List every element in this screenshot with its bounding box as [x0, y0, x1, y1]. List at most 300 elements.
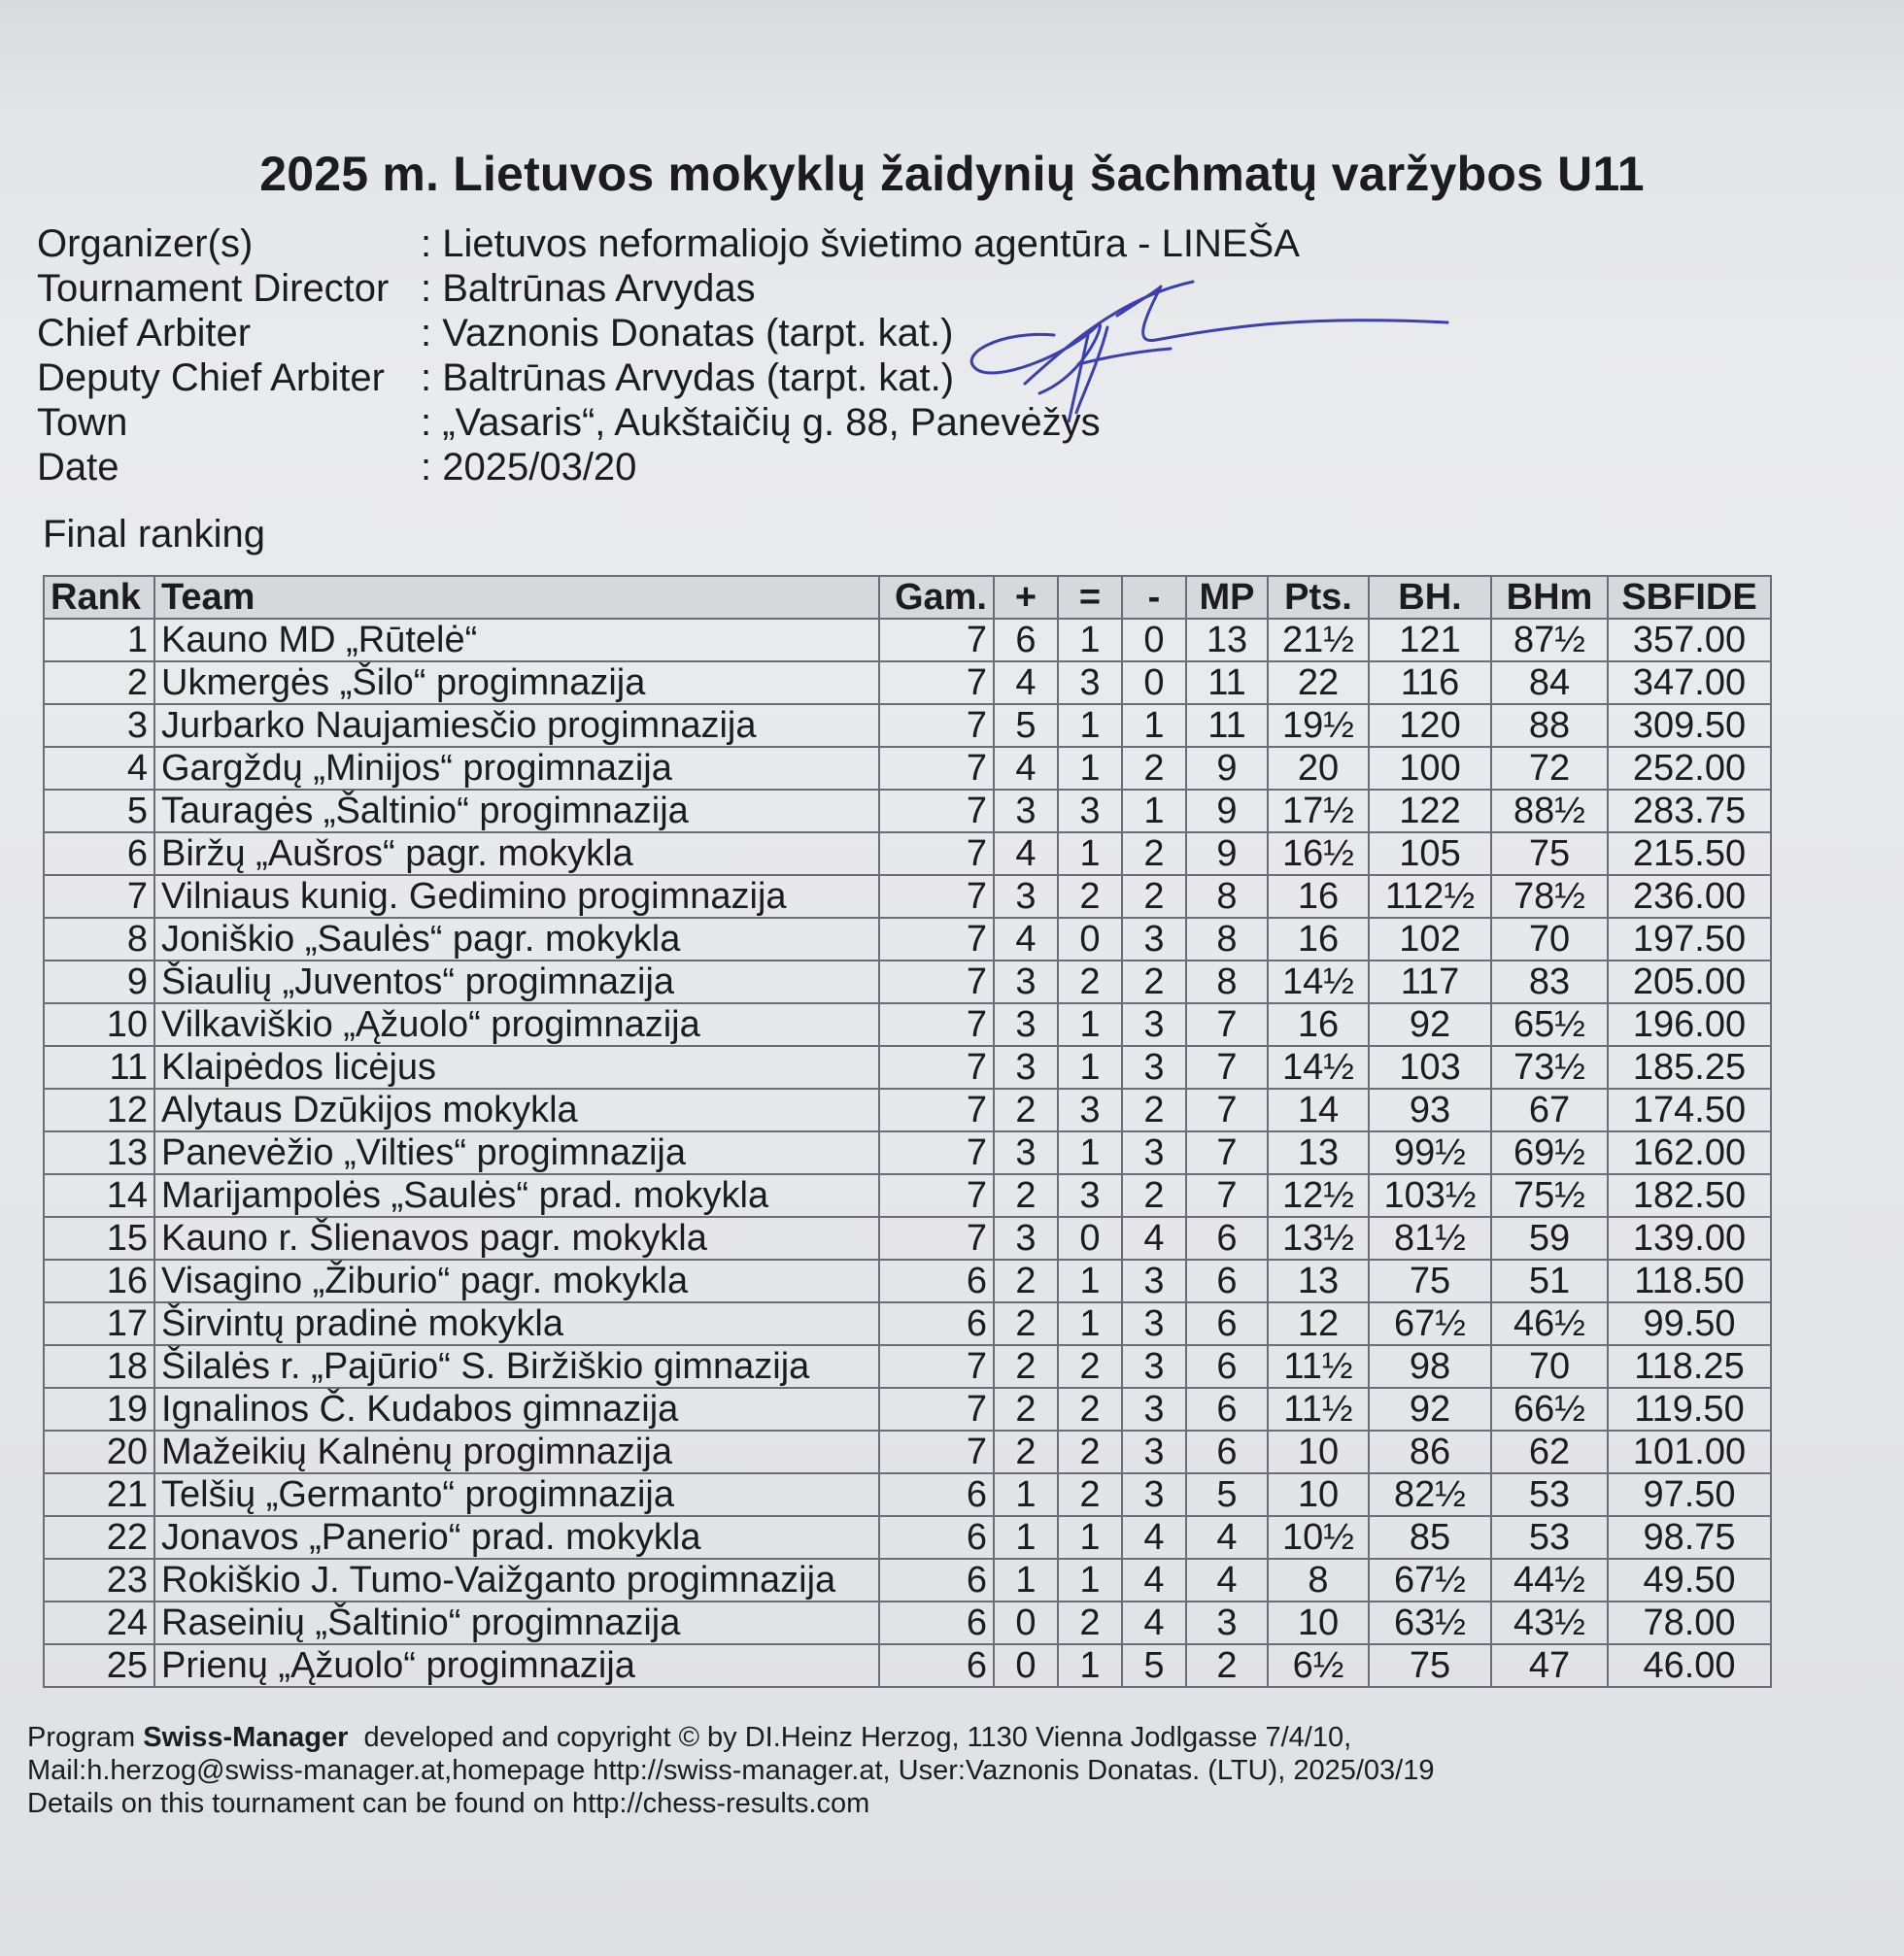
cell-losses: 2	[1122, 747, 1186, 790]
cell-team: Širvintų pradinė mokykla	[154, 1302, 879, 1345]
cell-match-points: 6	[1186, 1345, 1268, 1388]
cell-team: Alytaus Dzūkijos mokykla	[154, 1089, 879, 1131]
cell-buchholz-median: 65½	[1491, 1003, 1608, 1046]
cell-match-points: 9	[1186, 747, 1268, 790]
tournament-title: 2025 m. Lietuvos mokyklų žaidynių šachmatų varžybos U11	[259, 147, 1645, 201]
cell-team: Ukmergės „Šilo“ progimnazija	[154, 661, 879, 704]
cell-wins: 3	[994, 1003, 1058, 1046]
footer-credits	[27, 1721, 1434, 1820]
cell-match-points: 8	[1186, 875, 1268, 918]
cell-points: 14½	[1268, 961, 1369, 1003]
cell-losses: 1	[1122, 704, 1186, 747]
cell-draws: 1	[1058, 1516, 1122, 1559]
cell-team: Prienų „Ąžuolo“ progimnazija	[154, 1644, 879, 1687]
cell-buchholz: 92	[1369, 1003, 1491, 1046]
cell-team: Gargždų „Minijos“ progimnazija	[154, 747, 879, 790]
cell-points: 8	[1268, 1559, 1369, 1602]
table-row	[44, 1602, 1771, 1644]
footer-line-1	[27, 1721, 1434, 1754]
cell-points: 10½	[1268, 1516, 1369, 1559]
cell-points: 20	[1268, 747, 1369, 790]
cell-points: 6½	[1268, 1644, 1369, 1687]
cell-games: 7	[879, 832, 994, 875]
cell-wins: 1	[994, 1473, 1058, 1516]
cell-team: Kauno MD „Rūtelė“	[154, 619, 879, 661]
cell-draws: 2	[1058, 1473, 1122, 1516]
table-row	[44, 1003, 1771, 1046]
cell-match-points: 3	[1186, 1602, 1268, 1644]
cell-buchholz: 122	[1369, 790, 1491, 832]
cell-wins: 6	[994, 619, 1058, 661]
cell-buchholz: 75	[1369, 1260, 1491, 1302]
cell-sbfide: 46.00	[1608, 1644, 1771, 1687]
cell-sbfide: 162.00	[1608, 1131, 1771, 1174]
cell-buchholz: 81½	[1369, 1217, 1491, 1260]
cell-buchholz-median: 70	[1491, 1345, 1608, 1388]
table-row	[44, 1644, 1771, 1687]
cell-sbfide: 49.50	[1608, 1559, 1771, 1602]
cell-match-points: 4	[1186, 1516, 1268, 1559]
cell-points: 16½	[1268, 832, 1369, 875]
cell-buchholz: 117	[1369, 961, 1491, 1003]
cell-draws: 1	[1058, 832, 1122, 875]
table-row	[44, 1131, 1771, 1174]
header-match-points: MP	[1186, 576, 1268, 619]
cell-sbfide: 78.00	[1608, 1602, 1771, 1644]
cell-games: 7	[879, 790, 994, 832]
info-key: Organizer(s)	[37, 222, 254, 265]
cell-buchholz-median: 88½	[1491, 790, 1608, 832]
cell-losses: 3	[1122, 1046, 1186, 1089]
cell-losses: 3	[1122, 1003, 1186, 1046]
cell-buchholz-median: 87½	[1491, 619, 1608, 661]
cell-points: 10	[1268, 1602, 1369, 1644]
cell-wins: 2	[994, 1174, 1058, 1217]
table-row	[44, 918, 1771, 961]
cell-points: 12½	[1268, 1174, 1369, 1217]
cell-games: 6	[879, 1473, 994, 1516]
cell-games: 7	[879, 875, 994, 918]
cell-buchholz: 103½	[1369, 1174, 1491, 1217]
cell-buchholz: 63½	[1369, 1602, 1491, 1644]
cell-sbfide: 118.50	[1608, 1260, 1771, 1302]
cell-buchholz-median: 53	[1491, 1473, 1608, 1516]
table-row	[44, 790, 1771, 832]
info-value: : 2025/03/20	[421, 446, 637, 489]
cell-buchholz-median: 43½	[1491, 1602, 1608, 1644]
cell-buchholz-median: 73½	[1491, 1046, 1608, 1089]
cell-games: 6	[879, 1644, 994, 1687]
cell-draws: 2	[1058, 1602, 1122, 1644]
cell-buchholz-median: 75½	[1491, 1174, 1608, 1217]
handwritten-signature	[962, 277, 1457, 422]
cell-losses: 4	[1122, 1602, 1186, 1644]
cell-losses: 3	[1122, 1388, 1186, 1431]
cell-games: 6	[879, 1516, 994, 1559]
cell-team: Jonavos „Panerio“ prad. mokykla	[154, 1516, 879, 1559]
cell-games: 6	[879, 1260, 994, 1302]
cell-sbfide: 139.00	[1608, 1217, 1771, 1260]
info-key: Chief Arbiter	[37, 312, 252, 354]
table-row	[44, 1559, 1771, 1602]
cell-wins: 2	[994, 1260, 1058, 1302]
table-row	[44, 1174, 1771, 1217]
cell-draws: 0	[1058, 918, 1122, 961]
cell-buchholz-median: 47	[1491, 1644, 1608, 1687]
header-sbfide: SBFIDE	[1608, 576, 1771, 619]
cell-match-points: 9	[1186, 790, 1268, 832]
table-row	[44, 1516, 1771, 1559]
cell-rank: 23	[44, 1559, 154, 1602]
cell-wins: 2	[994, 1388, 1058, 1431]
cell-losses: 3	[1122, 1345, 1186, 1388]
cell-buchholz-median: 62	[1491, 1431, 1608, 1473]
cell-match-points: 6	[1186, 1217, 1268, 1260]
cell-games: 7	[879, 1046, 994, 1089]
cell-points: 13	[1268, 1260, 1369, 1302]
cell-points: 19½	[1268, 704, 1369, 747]
cell-games: 7	[879, 1089, 994, 1131]
cell-draws: 3	[1058, 661, 1122, 704]
cell-points: 10	[1268, 1431, 1369, 1473]
info-value: : Lietuvos neformaliojo švietimo agentūra - LINEŠA	[421, 222, 1300, 265]
cell-points: 16	[1268, 918, 1369, 961]
cell-sbfide: 347.00	[1608, 661, 1771, 704]
cell-losses: 4	[1122, 1217, 1186, 1260]
cell-games: 7	[879, 918, 994, 961]
cell-team: Rokiškio J. Tumo-Vaižganto progimnazija	[154, 1559, 879, 1602]
header-games: Gam.	[879, 576, 994, 619]
header-wins: +	[994, 576, 1058, 619]
footer-line-3: Details on this tournament can be found on http://chess-results.com	[27, 1788, 870, 1819]
cell-match-points: 7	[1186, 1003, 1268, 1046]
cell-buchholz: 93	[1369, 1089, 1491, 1131]
cell-team: Šilalės r. „Pajūrio“ S. Biržiškio gimnazija	[154, 1345, 879, 1388]
cell-draws: 2	[1058, 961, 1122, 1003]
ranking-body	[44, 619, 1771, 1687]
cell-sbfide: 197.50	[1608, 918, 1771, 961]
header-rank: Rank	[44, 576, 154, 619]
cell-games: 7	[879, 704, 994, 747]
table-row	[44, 1089, 1771, 1131]
cell-points: 16	[1268, 875, 1369, 918]
cell-games: 7	[879, 619, 994, 661]
cell-wins: 5	[994, 704, 1058, 747]
cell-rank: 1	[44, 619, 154, 661]
cell-draws: 2	[1058, 1345, 1122, 1388]
cell-wins: 0	[994, 1602, 1058, 1644]
cell-rank: 4	[44, 747, 154, 790]
cell-match-points: 7	[1186, 1046, 1268, 1089]
cell-draws: 1	[1058, 704, 1122, 747]
cell-losses: 3	[1122, 1473, 1186, 1516]
cell-buchholz-median: 88	[1491, 704, 1608, 747]
cell-sbfide: 101.00	[1608, 1431, 1771, 1473]
cell-buchholz: 121	[1369, 619, 1491, 661]
cell-losses: 3	[1122, 1260, 1186, 1302]
cell-buchholz-median: 59	[1491, 1217, 1608, 1260]
cell-buchholz-median: 46½	[1491, 1302, 1608, 1345]
cell-losses: 3	[1122, 918, 1186, 961]
cell-draws: 1	[1058, 1260, 1122, 1302]
cell-buchholz-median: 72	[1491, 747, 1608, 790]
cell-draws: 2	[1058, 1388, 1122, 1431]
cell-match-points: 6	[1186, 1431, 1268, 1473]
cell-wins: 0	[994, 1644, 1058, 1687]
cell-points: 10	[1268, 1473, 1369, 1516]
cell-buchholz: 105	[1369, 832, 1491, 875]
cell-buchholz: 99½	[1369, 1131, 1491, 1174]
cell-buchholz-median: 51	[1491, 1260, 1608, 1302]
cell-draws: 3	[1058, 1089, 1122, 1131]
cell-draws: 0	[1058, 1217, 1122, 1260]
cell-points: 22	[1268, 661, 1369, 704]
program-name: Swiss-Manager	[143, 1722, 349, 1753]
cell-sbfide: 97.50	[1608, 1473, 1771, 1516]
table-row	[44, 875, 1771, 918]
cell-team: Telšių „Germanto“ progimnazija	[154, 1473, 879, 1516]
cell-sbfide: 309.50	[1608, 704, 1771, 747]
cell-points: 21½	[1268, 619, 1369, 661]
cell-points: 13½	[1268, 1217, 1369, 1260]
footer-line-2: Mail:h.herzog@swiss-manager.at,homepage http://swiss-manager.at, User:Vaznonis Donatas. (LTU), 2025/03/19	[27, 1755, 1435, 1786]
cell-match-points: 11	[1186, 704, 1268, 747]
cell-draws: 1	[1058, 619, 1122, 661]
cell-rank: 20	[44, 1431, 154, 1473]
cell-games: 7	[879, 1345, 994, 1388]
cell-buchholz: 98	[1369, 1345, 1491, 1388]
cell-rank: 16	[44, 1260, 154, 1302]
cell-team: Klaipėdos licėjus	[154, 1046, 879, 1089]
cell-buchholz: 100	[1369, 747, 1491, 790]
cell-wins: 4	[994, 832, 1058, 875]
cell-match-points: 5	[1186, 1473, 1268, 1516]
cell-rank: 12	[44, 1089, 154, 1131]
cell-games: 7	[879, 1003, 994, 1046]
cell-rank: 8	[44, 918, 154, 961]
cell-wins: 3	[994, 961, 1058, 1003]
cell-sbfide: 182.50	[1608, 1174, 1771, 1217]
cell-team: Jurbarko Naujamiesčio progimnazija	[154, 704, 879, 747]
cell-rank: 9	[44, 961, 154, 1003]
cell-sbfide: 119.50	[1608, 1388, 1771, 1431]
cell-games: 7	[879, 1131, 994, 1174]
cell-draws: 1	[1058, 1559, 1122, 1602]
cell-rank: 5	[44, 790, 154, 832]
info-value: : Baltrūnas Arvydas	[421, 267, 756, 310]
cell-wins: 4	[994, 661, 1058, 704]
cell-team: Kauno r. Šlienavos pagr. mokykla	[154, 1217, 879, 1260]
cell-buchholz: 82½	[1369, 1473, 1491, 1516]
info-key: Deputy Chief Arbiter	[37, 356, 385, 399]
cell-rank: 17	[44, 1302, 154, 1345]
cell-losses: 3	[1122, 1131, 1186, 1174]
cell-sbfide: 252.00	[1608, 747, 1771, 790]
cell-rank: 18	[44, 1345, 154, 1388]
cell-games: 6	[879, 1559, 994, 1602]
cell-buchholz-median: 84	[1491, 661, 1608, 704]
cell-match-points: 7	[1186, 1089, 1268, 1131]
cell-games: 7	[879, 747, 994, 790]
info-row-date	[37, 445, 1300, 489]
cell-rank: 24	[44, 1602, 154, 1644]
table-row	[44, 1046, 1771, 1089]
cell-rank: 3	[44, 704, 154, 747]
table-row	[44, 661, 1771, 704]
cell-wins: 2	[994, 1302, 1058, 1345]
cell-buchholz-median: 69½	[1491, 1131, 1608, 1174]
cell-draws: 1	[1058, 1131, 1122, 1174]
cell-sbfide: 357.00	[1608, 619, 1771, 661]
cell-team: Vilkaviškio „Ąžuolo“ progimnazija	[154, 1003, 879, 1046]
table-row	[44, 1473, 1771, 1516]
cell-wins: 4	[994, 918, 1058, 961]
cell-match-points: 11	[1186, 661, 1268, 704]
cell-draws: 1	[1058, 1003, 1122, 1046]
table-row	[44, 619, 1771, 661]
cell-points: 14	[1268, 1089, 1369, 1131]
cell-team: Tauragės „Šaltinio“ progimnazija	[154, 790, 879, 832]
cell-buchholz-median: 44½	[1491, 1559, 1608, 1602]
cell-match-points: 9	[1186, 832, 1268, 875]
cell-games: 7	[879, 1174, 994, 1217]
cell-sbfide: 196.00	[1608, 1003, 1771, 1046]
cell-buchholz: 103	[1369, 1046, 1491, 1089]
cell-losses: 3	[1122, 1302, 1186, 1345]
header-team: Team	[154, 576, 879, 619]
table-row	[44, 1217, 1771, 1260]
cell-rank: 14	[44, 1174, 154, 1217]
cell-buchholz-median: 78½	[1491, 875, 1608, 918]
cell-team: Joniškio „Saulės“ pagr. mokykla	[154, 918, 879, 961]
cell-wins: 1	[994, 1516, 1058, 1559]
table-row	[44, 1431, 1771, 1473]
cell-rank: 21	[44, 1473, 154, 1516]
cell-team: Visagino „Žiburio“ pagr. mokykla	[154, 1260, 879, 1302]
cell-draws: 3	[1058, 790, 1122, 832]
cell-sbfide: 283.75	[1608, 790, 1771, 832]
cell-team: Šiaulių „Juventos“ progimnazija	[154, 961, 879, 1003]
cell-buchholz: 120	[1369, 704, 1491, 747]
cell-buchholz: 102	[1369, 918, 1491, 961]
cell-games: 6	[879, 1602, 994, 1644]
cell-buchholz-median: 83	[1491, 961, 1608, 1003]
table-row	[44, 1388, 1771, 1431]
cell-sbfide: 99.50	[1608, 1302, 1771, 1345]
cell-sbfide: 174.50	[1608, 1089, 1771, 1131]
cell-losses: 2	[1122, 875, 1186, 918]
cell-wins: 3	[994, 875, 1058, 918]
cell-rank: 25	[44, 1644, 154, 1687]
info-key: Date	[37, 446, 119, 489]
cell-buchholz: 112½	[1369, 875, 1491, 918]
cell-games: 7	[879, 661, 994, 704]
table-row	[44, 1260, 1771, 1302]
cell-rank: 2	[44, 661, 154, 704]
cell-sbfide: 185.25	[1608, 1046, 1771, 1089]
cell-buchholz: 67½	[1369, 1559, 1491, 1602]
cell-wins: 3	[994, 1131, 1058, 1174]
info-row-organizer	[37, 221, 1300, 266]
cell-buchholz-median: 75	[1491, 832, 1608, 875]
cell-sbfide: 205.00	[1608, 961, 1771, 1003]
cell-rank: 19	[44, 1388, 154, 1431]
cell-match-points: 6	[1186, 1388, 1268, 1431]
cell-match-points: 4	[1186, 1559, 1268, 1602]
section-subtitle: Final ranking	[43, 513, 266, 556]
cell-losses: 3	[1122, 1431, 1186, 1473]
cell-rank: 11	[44, 1046, 154, 1089]
header-buchholz: BH.	[1369, 576, 1491, 619]
info-value: : Baltrūnas Arvydas (tarpt. kat.)	[421, 356, 955, 399]
cell-buchholz: 67½	[1369, 1302, 1491, 1345]
cell-team: Mažeikių Kalnėnų progimnazija	[154, 1431, 879, 1473]
header-losses: -	[1122, 576, 1186, 619]
cell-wins: 3	[994, 1217, 1058, 1260]
cell-losses: 4	[1122, 1516, 1186, 1559]
cell-losses: 2	[1122, 961, 1186, 1003]
cell-buchholz: 116	[1369, 661, 1491, 704]
cell-points: 13	[1268, 1131, 1369, 1174]
table-row	[44, 704, 1771, 747]
cell-games: 7	[879, 961, 994, 1003]
cell-team: Panevėžio „Vilties“ progimnazija	[154, 1131, 879, 1174]
cell-buchholz: 75	[1369, 1644, 1491, 1687]
cell-team: Biržų „Aušros“ pagr. mokykla	[154, 832, 879, 875]
table-row	[44, 832, 1771, 875]
cell-points: 17½	[1268, 790, 1369, 832]
cell-wins: 1	[994, 1559, 1058, 1602]
cell-draws: 2	[1058, 1431, 1122, 1473]
cell-games: 7	[879, 1431, 994, 1473]
cell-team: Marijampolės „Saulės“ prad. mokykla	[154, 1174, 879, 1217]
cell-points: 11½	[1268, 1345, 1369, 1388]
cell-match-points: 7	[1186, 1131, 1268, 1174]
cell-rank: 7	[44, 875, 154, 918]
cell-points: 12	[1268, 1302, 1369, 1345]
cell-draws: 1	[1058, 1046, 1122, 1089]
cell-match-points: 13	[1186, 619, 1268, 661]
cell-games: 7	[879, 1388, 994, 1431]
cell-points: 14½	[1268, 1046, 1369, 1089]
cell-buchholz: 86	[1369, 1431, 1491, 1473]
header-points: Pts.	[1268, 576, 1369, 619]
cell-buchholz-median: 66½	[1491, 1388, 1608, 1431]
cell-sbfide: 98.75	[1608, 1516, 1771, 1559]
cell-wins: 2	[994, 1089, 1058, 1131]
cell-buchholz-median: 53	[1491, 1516, 1608, 1559]
cell-buchholz-median: 67	[1491, 1089, 1608, 1131]
cell-losses: 0	[1122, 619, 1186, 661]
cell-rank: 10	[44, 1003, 154, 1046]
cell-wins: 2	[994, 1431, 1058, 1473]
cell-wins: 3	[994, 790, 1058, 832]
cell-buchholz: 92	[1369, 1388, 1491, 1431]
table-row	[44, 1302, 1771, 1345]
cell-rank: 6	[44, 832, 154, 875]
cell-rank: 22	[44, 1516, 154, 1559]
cell-sbfide: 118.25	[1608, 1345, 1771, 1388]
cell-wins: 2	[994, 1345, 1058, 1388]
cell-sbfide: 236.00	[1608, 875, 1771, 918]
cell-losses: 2	[1122, 832, 1186, 875]
ranking-table	[43, 575, 1772, 1688]
cell-rank: 13	[44, 1131, 154, 1174]
table-header-row	[44, 576, 1771, 619]
cell-team: Raseinių „Šaltinio“ progimnazija	[154, 1602, 879, 1644]
cell-draws: 3	[1058, 1174, 1122, 1217]
cell-match-points: 6	[1186, 1302, 1268, 1345]
